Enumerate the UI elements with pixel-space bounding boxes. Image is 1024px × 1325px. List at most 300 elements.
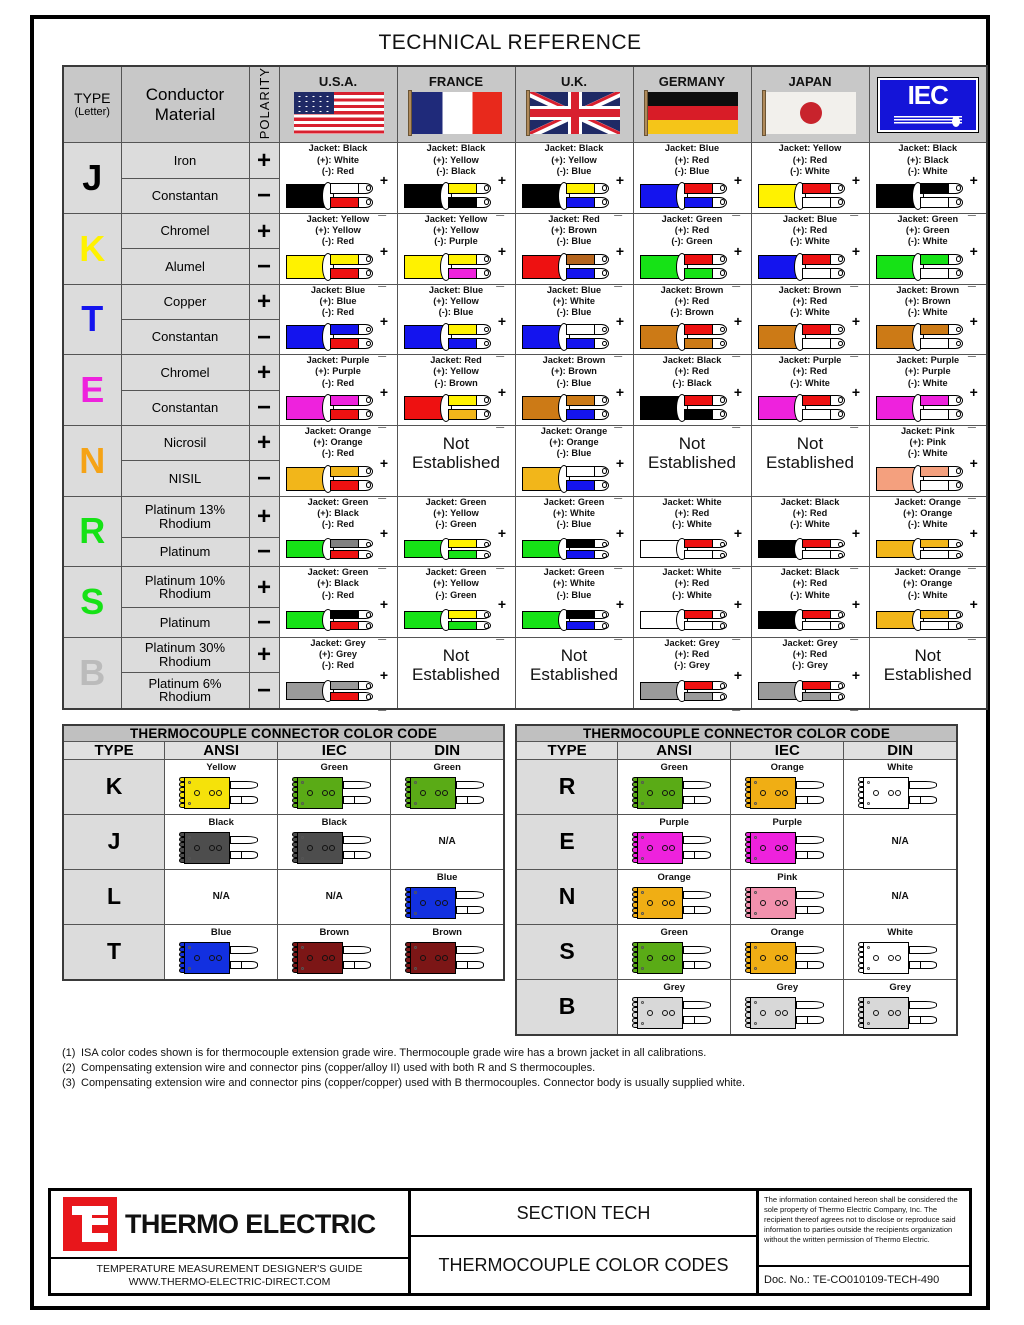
wire-diagram <box>404 383 508 429</box>
polarity-minus-mark: _ <box>850 342 858 359</box>
connector-color-label: Green <box>660 926 688 938</box>
connector-column-header: IEC <box>278 741 391 759</box>
wire-diagram <box>758 171 862 217</box>
polarity-minus-mark: _ <box>850 200 858 217</box>
polarity-plus-mark: + <box>615 595 624 612</box>
conductor-negative: NISIL <box>121 461 249 496</box>
connector-cell <box>391 869 504 924</box>
wire-color-cell <box>869 355 987 429</box>
header-country-usa: U.S.A. <box>279 66 397 143</box>
connector-table-row <box>516 924 957 979</box>
connector-cell <box>391 924 504 980</box>
polarity-plus-mark: + <box>969 595 978 612</box>
connector-diagram <box>742 939 832 977</box>
polarity-minus-mark: _ <box>378 271 386 288</box>
wire-diagram <box>522 242 626 288</box>
connector-color-label: Brown <box>319 926 350 938</box>
wire-color-cell <box>633 496 751 571</box>
polarity-minus-mark: _ <box>967 271 976 288</box>
polarity-plus-mark: + <box>379 242 388 259</box>
connector-diagram <box>176 939 266 977</box>
polarity-minus-mark: _ <box>850 271 858 288</box>
connector-cell <box>391 759 504 814</box>
connector-color-label: Grey <box>776 981 799 993</box>
polarity-plus-mark: + <box>379 313 388 330</box>
wire-color-labels: Jacket: Green (+): Green (-): White <box>897 213 959 247</box>
wire-diagram <box>640 242 744 288</box>
tagline-line-1: TEMPERATURE MEASUREMENT DESIGNER'S GUIDE <box>96 1262 363 1275</box>
wire-diagram <box>758 313 862 359</box>
polarity-plus-mark: + <box>615 313 624 330</box>
polarity-negative: − <box>249 390 279 425</box>
connector-column-header: ANSI <box>165 741 278 759</box>
connector-type-T: T <box>63 924 165 980</box>
polarity-plus-mark: + <box>615 454 624 471</box>
wire-diagram <box>522 171 626 217</box>
connector-cell-na: N/A <box>165 869 278 924</box>
polarity-positive: + <box>249 355 279 390</box>
wire-color-labels: Jacket: Orange (+): Orange (-): Blue <box>540 425 608 459</box>
connector-table-row <box>63 924 504 980</box>
conductor-positive: Iron <box>121 143 249 178</box>
document-number: Doc. No.: TE-CO010109-TECH-490 <box>764 1274 940 1286</box>
wire-diagram <box>286 242 390 288</box>
wire-color-cell <box>633 567 751 641</box>
polarity-minus-mark: _ <box>496 342 504 359</box>
polarity-minus-mark: _ <box>967 200 976 217</box>
wire-color-cell <box>751 355 869 429</box>
wire-color-cell <box>279 355 397 429</box>
wire-color-cell <box>751 637 869 712</box>
wire-color-labels: Jacket: Orange (+): Orange (-): White <box>894 496 961 530</box>
wire-color-labels: Jacket: Grey (+): Red (-): Grey <box>664 637 720 671</box>
polarity-plus-mark: + <box>379 171 388 188</box>
conductor-positive: Copper <box>121 284 249 319</box>
polarity-minus-mark: _ <box>378 554 386 571</box>
header-country-germany: GERMANY <box>633 66 751 143</box>
company-name: THERMO ELECTRIC <box>125 1208 376 1239</box>
wire-color-cell <box>397 496 515 571</box>
type-letter-E: E <box>63 355 121 426</box>
wire-color-labels: Jacket: Purple (+): Purple (-): White <box>896 355 960 388</box>
connector-table-row <box>63 759 504 814</box>
wire-color-cell <box>751 143 869 217</box>
wire-color-cell <box>397 213 515 288</box>
connector-cell <box>731 979 844 1035</box>
wire-diagram <box>640 171 744 217</box>
connector-color-label: White <box>887 761 914 773</box>
conductor-negative: Platinum 6% Rhodium <box>121 673 249 709</box>
connector-cell <box>618 924 731 979</box>
technical-reference-sheet <box>30 15 990 1310</box>
wire-color-cell <box>869 496 987 571</box>
polarity-negative: − <box>249 608 279 637</box>
wire-color-cell <box>397 355 515 429</box>
polarity-positive: + <box>249 284 279 319</box>
connector-diagram <box>742 994 832 1032</box>
polarity-positive: + <box>249 496 279 537</box>
wire-color-labels: Jacket: Black (+): Black (-): White <box>898 143 958 176</box>
connector-left-body <box>63 725 504 980</box>
wire-color-labels: Jacket: Brown (+): Red (-): Brown <box>660 284 724 318</box>
company-logo <box>51 1191 408 1259</box>
polarity-minus-mark: _ <box>732 412 740 429</box>
wire-color-cell <box>397 143 515 217</box>
polarity-negative: − <box>249 673 279 709</box>
connector-cell <box>844 924 957 979</box>
connector-diagram <box>742 829 832 867</box>
flag-usa-icon <box>290 90 386 136</box>
polarity-plus-mark: + <box>969 525 978 542</box>
connector-type-B: B <box>516 979 618 1035</box>
polarity-minus-mark: _ <box>850 412 858 429</box>
polarity-plus-mark: + <box>851 242 860 259</box>
connector-color-label: Black <box>321 816 347 828</box>
wire-diagram <box>286 525 390 571</box>
connector-cell-na: N/A <box>844 814 957 869</box>
connector-color-label: Orange <box>770 761 804 773</box>
polarity-plus-mark: + <box>497 171 506 188</box>
wire-color-cell <box>515 425 633 500</box>
footnote-number: (1) <box>62 1046 76 1059</box>
wire-diagram <box>758 525 862 571</box>
header-conductor-material: Conductor Material <box>121 66 249 143</box>
flag-france-icon <box>408 90 504 136</box>
polarity-plus-mark: + <box>497 383 506 400</box>
wire-diagram <box>876 242 980 288</box>
type-letter-K: K <box>63 213 121 284</box>
connector-type-L: L <box>63 869 165 924</box>
conductor-negative: Constantan <box>121 178 249 213</box>
wire-diagram <box>286 313 390 359</box>
header-standard-iec <box>869 66 987 143</box>
wire-color-labels: Jacket: Green (+): Black (-): Red <box>307 567 369 600</box>
website-url[interactable]: WWW.THERMO-ELECTRIC-DIRECT.COM <box>128 1276 331 1288</box>
polarity-negative: − <box>249 249 279 284</box>
connector-cell <box>731 869 844 924</box>
legal-notice: The information contained hereon shall be considered the sole property of Thermo Electric Company, Inc. The recipient thereof agrees not to disclose or reproduce said information to parties outside the recipients organization without the written permission of Thermo Electric. <box>759 1191 969 1267</box>
connector-color-label: Purple <box>659 816 689 828</box>
wire-diagram <box>286 171 390 217</box>
polarity-minus-mark: _ <box>614 200 622 217</box>
connector-table-header-row <box>63 741 504 759</box>
wire-diagram <box>758 242 862 288</box>
wire-color-labels: Jacket: Green (+): Yellow (-): Green <box>425 496 487 530</box>
footnotes <box>34 1036 986 1090</box>
main-table-body <box>63 143 987 712</box>
connector-diagram <box>402 939 492 977</box>
wire-color-cell <box>279 425 397 500</box>
wire-diagram <box>522 595 626 641</box>
connector-color-label: Green <box>320 761 349 773</box>
wire-diagram <box>876 171 980 217</box>
connector-cell <box>618 979 731 1035</box>
polarity-minus-mark: _ <box>967 412 976 429</box>
wire-diagram <box>876 313 980 359</box>
connector-cell <box>165 924 278 980</box>
connector-diagram <box>629 884 719 922</box>
polarity-minus-mark: _ <box>732 624 740 641</box>
wire-color-cell <box>279 637 397 712</box>
connector-color-label: Blue <box>210 926 232 938</box>
wire-color-cell <box>751 284 869 359</box>
wire-color-labels: Jacket: Brown (+): Red (-): White <box>778 284 842 318</box>
polarity-positive: + <box>249 213 279 248</box>
footnote-text: ISA color codes shown is for thermocouple extension grade wire. Thermocouple grade wire has a brown jacket in all calibrations. <box>81 1046 707 1059</box>
polarity-plus-mark: + <box>851 313 860 330</box>
connector-cell <box>165 759 278 814</box>
polarity-minus-mark: _ <box>378 483 386 500</box>
wire-color-cell <box>633 637 751 712</box>
connector-color-label: White <box>887 926 914 938</box>
table-row <box>63 284 987 319</box>
connector-type-K: K <box>63 759 165 814</box>
wire-color-labels: Jacket: Black (+): Red (-): White <box>780 567 840 600</box>
wire-color-cell <box>515 284 633 359</box>
wire-color-cell <box>633 213 751 288</box>
header-country-uk: U.K. <box>515 66 633 143</box>
wire-diagram <box>640 525 744 571</box>
polarity-minus-mark: _ <box>732 200 740 217</box>
polarity-minus-mark: _ <box>378 624 386 641</box>
polarity-plus-mark: + <box>969 171 978 188</box>
polarity-plus-mark: + <box>851 525 860 542</box>
polarity-negative: − <box>249 319 279 354</box>
wire-color-labels: Jacket: Green (+): White (-): Blue <box>543 496 605 530</box>
polarity-plus-mark: + <box>851 595 860 612</box>
connector-diagram <box>855 774 945 812</box>
header-polarity: POLARITY <box>249 66 279 143</box>
wire-color-labels: Jacket: Purple (+): Red (-): White <box>778 355 842 388</box>
footer-tagline <box>51 1259 408 1293</box>
wire-color-cell <box>515 213 633 288</box>
connector-column-header: TYPE <box>516 741 618 759</box>
connector-color-label: Yellow <box>206 761 236 773</box>
connector-color-label: Grey <box>663 981 685 993</box>
connector-cell <box>278 814 391 869</box>
wire-diagram <box>522 454 626 500</box>
polarity-minus-mark: _ <box>614 271 622 288</box>
flag-uk-icon <box>526 90 622 136</box>
wire-diagram <box>286 666 390 712</box>
flag-germany-icon <box>644 90 740 136</box>
connector-cell <box>731 924 844 979</box>
table-row <box>63 496 987 537</box>
connector-cell <box>165 814 278 869</box>
polarity-plus-mark: + <box>851 383 860 400</box>
type-letter-T: T <box>63 284 121 355</box>
connector-table-row <box>516 979 957 1035</box>
wire-color-cell <box>633 143 751 217</box>
connector-table-row <box>516 759 957 814</box>
wire-diagram <box>522 383 626 429</box>
connector-color-label: Blue <box>436 871 458 883</box>
connector-diagram <box>289 939 379 977</box>
polarity-plus-mark: + <box>615 383 624 400</box>
connector-column-header: ANSI <box>618 741 731 759</box>
polarity-plus-mark: + <box>615 171 624 188</box>
table-row <box>63 637 987 672</box>
connector-cell-na: N/A <box>391 814 504 869</box>
connector-type-E: E <box>516 814 618 869</box>
connector-right-body <box>516 725 957 1035</box>
wire-color-cell <box>751 213 869 288</box>
document-footer <box>48 1188 972 1296</box>
cell-not-established: Not Established <box>397 637 515 708</box>
connector-color-label: Purple <box>772 816 803 828</box>
wire-diagram <box>404 171 508 217</box>
type-letter-B: B <box>63 637 121 708</box>
polarity-plus-mark: + <box>497 525 506 542</box>
polarity-minus-mark: _ <box>614 624 622 641</box>
wire-diagram <box>758 595 862 641</box>
connector-column-header: TYPE <box>63 741 165 759</box>
polarity-plus-mark: + <box>379 525 388 542</box>
type-letter-S: S <box>63 567 121 638</box>
connector-diagram <box>402 774 492 812</box>
header-country-japan: JAPAN <box>751 66 869 143</box>
connector-color-code-table-left <box>62 724 505 981</box>
connector-cell-na: N/A <box>278 869 391 924</box>
table-row <box>63 355 987 390</box>
wire-diagram <box>286 595 390 641</box>
polarity-plus-mark: + <box>615 242 624 259</box>
wire-diagram <box>404 595 508 641</box>
type-letter-N: N <box>63 425 121 496</box>
wire-color-labels: Jacket: Red (+): Yellow (-): Brown <box>430 355 482 388</box>
connector-diagram <box>855 994 945 1032</box>
wire-color-labels: Jacket: Black (+): Yellow (-): Black <box>426 143 486 176</box>
conductor-negative: Constantan <box>121 319 249 354</box>
connector-color-label: Black <box>208 816 234 828</box>
polarity-plus-mark: + <box>969 242 978 259</box>
wire-color-labels: Jacket: Black (+): White (-): Red <box>308 143 368 176</box>
polarity-negative: − <box>249 537 279 566</box>
page-title: TECHNICAL REFERENCE <box>378 31 642 54</box>
wire-color-cell <box>869 143 987 217</box>
conductor-positive: Nicrosil <box>121 425 249 460</box>
flag-japan-icon <box>762 90 858 136</box>
polarity-plus-mark: + <box>733 595 742 612</box>
connector-cell <box>731 814 844 869</box>
connector-table-right-wrap <box>515 724 958 1036</box>
wire-diagram <box>286 454 390 500</box>
connector-diagram <box>629 939 719 977</box>
wire-color-labels: Jacket: Purple (+): Purple (-): Red <box>306 355 370 388</box>
wire-color-labels: Jacket: Blue (+): Red (-): Blue <box>664 143 720 176</box>
wire-color-labels: Jacket: Brown (+): Brown (-): White <box>896 284 960 318</box>
polarity-minus-mark: _ <box>496 200 504 217</box>
thermocouple-wire-color-table <box>62 65 988 710</box>
wire-diagram <box>758 666 862 712</box>
connector-cell <box>278 924 391 980</box>
cell-not-established: Not Established <box>397 425 515 496</box>
connector-cell <box>278 759 391 814</box>
thermo-electric-mark-icon <box>63 1197 117 1251</box>
connector-table-left-wrap <box>62 724 505 1036</box>
polarity-minus-mark: _ <box>496 624 504 641</box>
footer-brand-block <box>51 1191 411 1293</box>
connector-diagram <box>629 994 719 1032</box>
table-row <box>63 213 987 248</box>
connector-diagram <box>402 884 492 922</box>
footnote <box>62 1076 958 1090</box>
polarity-plus-mark: + <box>379 383 388 400</box>
connector-table-title-row <box>63 725 504 742</box>
wire-color-cell <box>869 213 987 288</box>
polarity-minus-mark: _ <box>496 554 504 571</box>
polarity-plus-mark: + <box>497 242 506 259</box>
connector-cell <box>618 869 731 924</box>
wire-color-cell <box>515 355 633 429</box>
wire-color-cell <box>515 143 633 217</box>
wire-color-labels: Jacket: Black (+): Yellow (-): Blue <box>544 143 604 176</box>
wire-color-cell <box>397 567 515 641</box>
polarity-minus-mark: _ <box>732 271 740 288</box>
connector-table-row <box>516 814 957 869</box>
polarity-positive: + <box>249 637 279 672</box>
main-table-container <box>34 65 986 710</box>
connector-diagram <box>742 884 832 922</box>
polarity-positive: + <box>249 567 279 608</box>
wire-color-cell <box>279 143 397 217</box>
wire-color-labels: Jacket: Yellow (+): Red (-): White <box>778 143 842 176</box>
connector-diagram <box>855 939 945 977</box>
connector-type-S: S <box>516 924 618 979</box>
polarity-plus-mark: + <box>733 666 742 683</box>
cell-not-established: Not Established <box>751 425 869 496</box>
connector-cell <box>844 979 957 1035</box>
header-type: TYPE (Letter) <box>63 66 121 143</box>
type-letter-J: J <box>63 143 121 214</box>
connector-color-label: Brown <box>432 926 462 938</box>
connector-type-N: N <box>516 869 618 924</box>
wire-color-cell <box>751 567 869 641</box>
connector-cell <box>844 759 957 814</box>
polarity-plus-mark: + <box>733 383 742 400</box>
connector-color-label: Orange <box>657 871 691 883</box>
polarity-minus-mark: _ <box>614 412 622 429</box>
polarity-minus-mark: _ <box>732 342 740 359</box>
polarity-positive: + <box>249 425 279 460</box>
wire-color-cell <box>279 284 397 359</box>
polarity-minus-mark: _ <box>378 200 386 217</box>
footnote-number: (2) <box>62 1061 76 1074</box>
polarity-plus-mark: + <box>733 313 742 330</box>
connector-type-R: R <box>516 759 618 814</box>
wire-color-cell <box>279 213 397 288</box>
conductor-negative: Constantan <box>121 390 249 425</box>
polarity-plus-mark: + <box>497 595 506 612</box>
polarity-plus-mark: + <box>969 383 978 400</box>
connector-table-title-row <box>516 725 957 742</box>
conductor-negative: Platinum <box>121 608 249 637</box>
wire-color-cell <box>751 496 869 571</box>
wire-diagram <box>404 525 508 571</box>
connector-diagram <box>629 829 719 867</box>
section-label: SECTION TECH <box>411 1191 756 1237</box>
polarity-plus-mark: + <box>379 666 388 683</box>
connector-diagram <box>289 829 379 867</box>
polarity-plus-mark: + <box>851 666 860 683</box>
connector-cell <box>731 759 844 814</box>
polarity-negative: − <box>249 461 279 496</box>
polarity-minus-mark: _ <box>732 554 740 571</box>
connector-diagram <box>629 774 719 812</box>
connector-color-label: Green <box>660 761 688 773</box>
conductor-negative: Alumel <box>121 249 249 284</box>
conductor-positive: Chromel <box>121 355 249 390</box>
